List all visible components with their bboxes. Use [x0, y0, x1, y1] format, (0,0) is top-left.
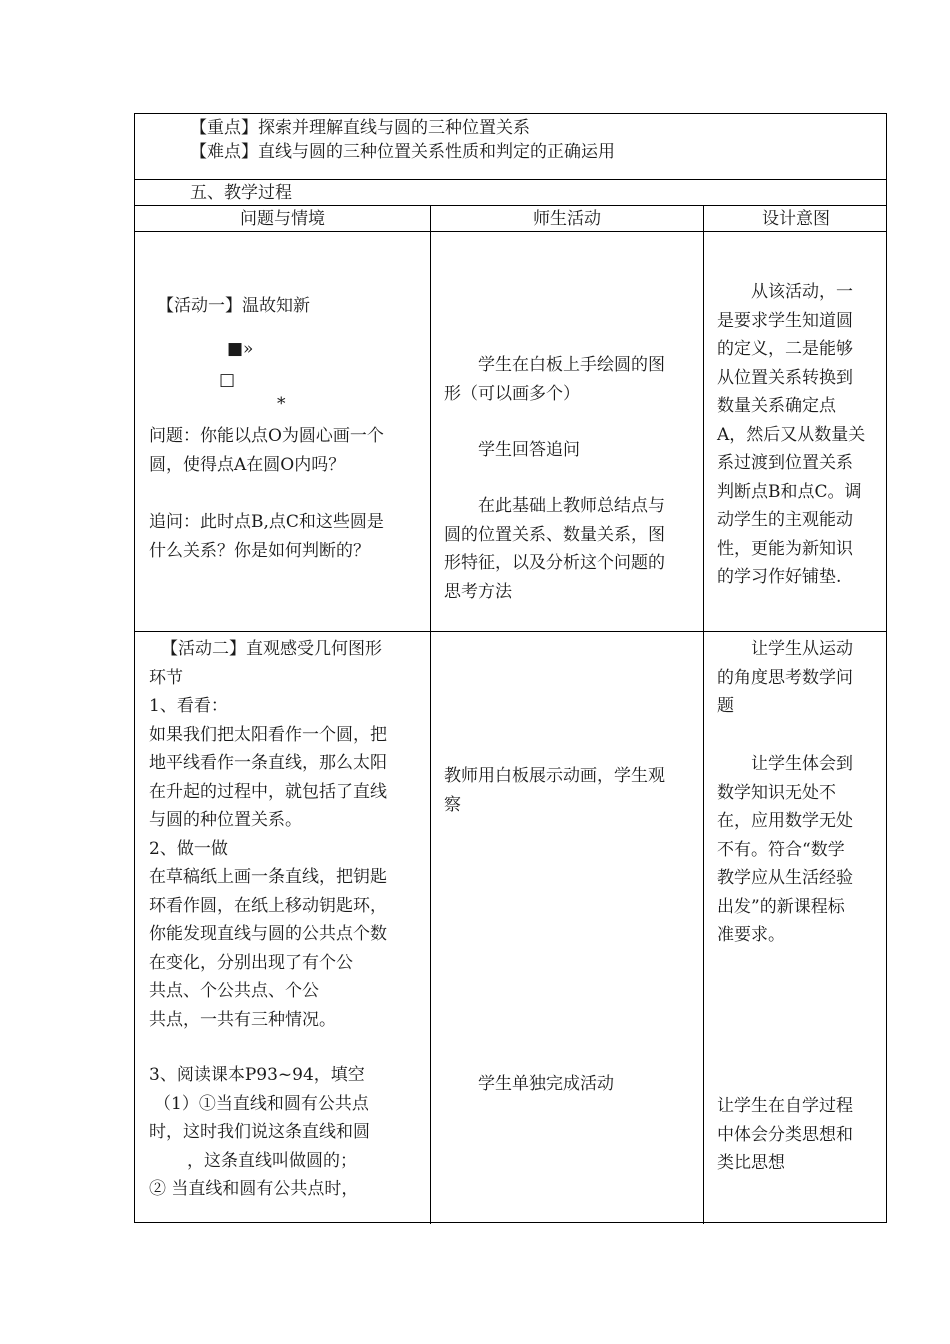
design-intent: 让学生在自学过程 中体会分类思想和 类比思想 — [717, 1096, 853, 1173]
activity-paragraph: 在此基础上教师总结点与 圆的位置关系、数量关系，图 形特征，以及分析这个问题的 思考方法 — [444, 496, 665, 602]
column-header: 师生活动 — [533, 209, 601, 229]
design-intent: 让学生体会到 数学知识无处不 在，应用数学无处 不有。符合“数学 教学应从生活经验 出发”的新课程标 准要求。 — [717, 754, 853, 945]
activity-paragraph: 学生在白板上手绘圆的图 形（可以画多个） — [444, 355, 665, 404]
activity-two-text: 【活动二】直观感受几何图形 环节 1、看看： 如果我们把太阳看作一个圆，把 地平线看作一条直线，那么太阳 在升起的过程中，就包括了直线 与圆的种位置关系。 2、做一做 在草稿纸上画一条直线，把钥匙 环看作圆，在纸上移动钥匙环， 你能发现直线与圆的公共点个数 在变化，分别出现了有个公 共点、个公共点、个公 共点，一共有三种情况。 — [149, 639, 387, 1030]
key-point-difficulty: 【难点】直线与圆的三种位置关系性质和判定的正确运用 — [190, 142, 615, 162]
column-header: 设计意图 — [762, 209, 830, 229]
reading-exercise: 3、阅读课本P93~94，填空 （1）①当直线和圆有公共点 时，这时我们说这条直线和圆 ，这条直线叫做圆的； ② 当直线和圆有公共点时， — [149, 1065, 370, 1199]
activity-paragraph: 学生单独完成活动 — [478, 1074, 614, 1094]
column-header: 问题与情境 — [240, 209, 325, 229]
section-title: 五、教学过程 — [190, 183, 292, 203]
design-intent: 让学生从运动 的角度思考数学问 题 — [717, 639, 853, 716]
figure-glyph: ■» — [227, 339, 254, 359]
followup-text: 追问：此时点B,点C和这些圆是 什么关系？你是如何判断的？ — [149, 512, 384, 561]
divider — [430, 205, 431, 1224]
activity-paragraph: 学生回答追问 — [478, 440, 580, 460]
figure-glyph: * — [277, 394, 286, 414]
figure-glyph: □ — [219, 370, 236, 390]
design-intent: 从该活动，一 是要求学生知道圆 的定义，二是能够 从位置关系转换到 数量关系确定点 A，然后又从数量关 系过渡到位置关系 判断点B和点C。调 动学生的主观能动 性，更能为新知识 的学习作好铺垫. — [717, 282, 866, 587]
lesson-table — [134, 113, 887, 1223]
divider — [135, 631, 886, 632]
activity-one-title: 【活动一】温故知新 — [157, 296, 310, 316]
activity-paragraph: 教师用白板展示动画，学生观 察 — [444, 766, 665, 815]
question-text: 问题：你能以点O为圆心画一个 圆，使得点A在圆O内吗？ — [149, 426, 384, 475]
divider — [703, 205, 704, 1224]
key-point-focus: 【重点】探索并理解直线与圆的三种位置关系 — [190, 118, 530, 138]
